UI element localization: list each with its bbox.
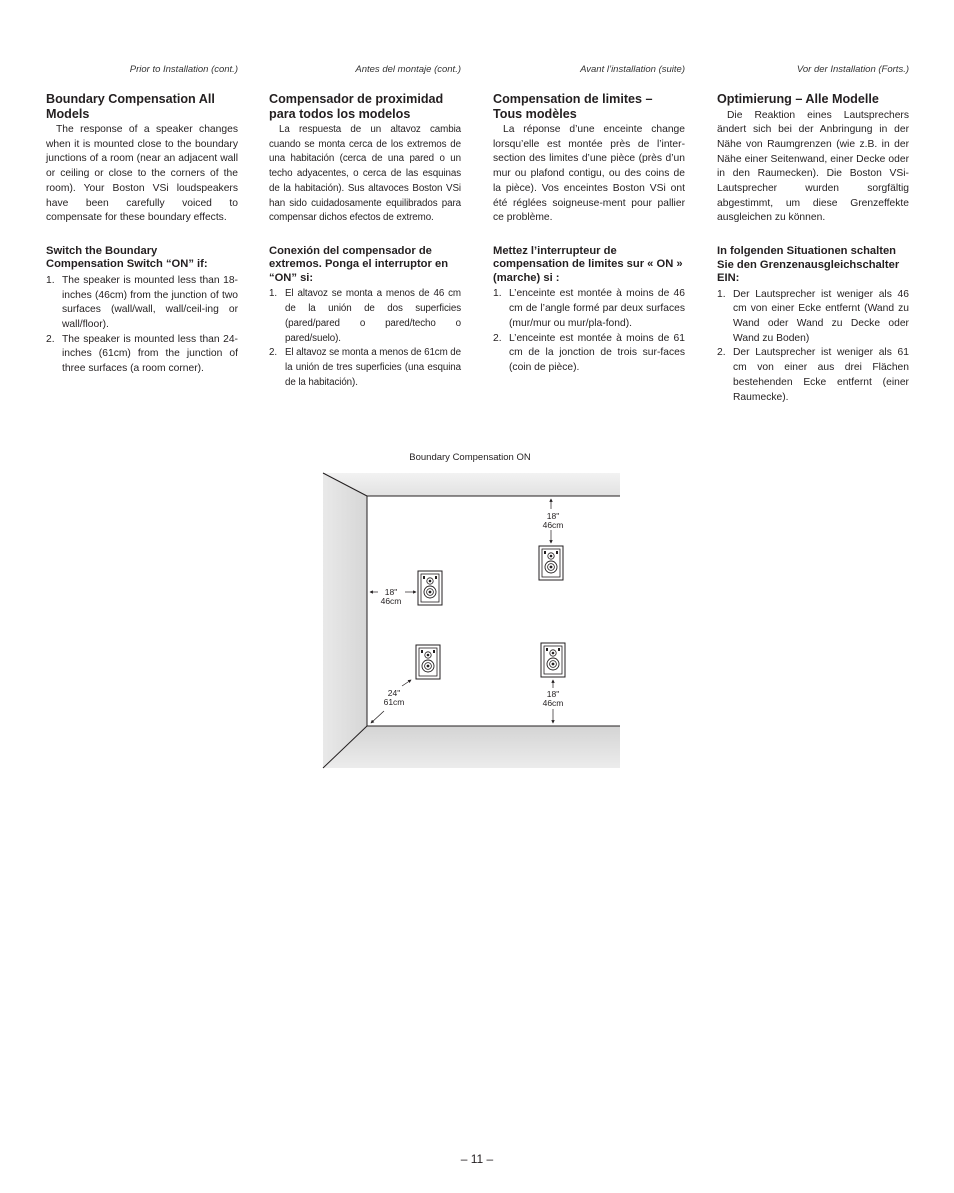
list-number: 2. — [717, 347, 726, 359]
speaker-icon — [539, 546, 563, 580]
section-subtitle: In folgenden Situationen schalten Sie den Grenzenausgleichschalter EIN: — [717, 245, 900, 285]
top-dimension-cm: 46cm — [542, 520, 564, 530]
left-dimension-cm: 46cm — [380, 596, 402, 606]
bottom-dimension-cm: 46cm — [542, 698, 564, 708]
running-head: Prior to Installation (cont.) — [129, 64, 238, 75]
list-text: Der Lautsprecher ist weniger als 61 cm von einer aus drei Flächen bestehenden Ecke entfernt (einer Raumecke). — [733, 347, 909, 403]
running-head: Vor der Installation (Forts.) — [796, 64, 909, 75]
section-subtitle: Mettez l’interrupteur de compensation de limites sur « ON » (marche) si : — [493, 244, 683, 284]
figure-title: Boundary Compensation ON — [409, 452, 531, 463]
condition-list — [493, 287, 685, 375]
ceiling-surface — [323, 473, 620, 496]
room-diagram — [320, 470, 620, 770]
condition-list — [269, 287, 461, 390]
list-number: 1. — [717, 288, 726, 300]
list-text: The speaker is mounted less than 18-inches (46cm) from the junction of two surfaces (wall/wall, wall/ceil-ing or wall/floor). — [62, 274, 238, 331]
speaker-icon — [418, 571, 442, 605]
column-spanish — [269, 64, 461, 390]
list-item — [46, 333, 238, 377]
list-text: L’enceinte est montée à moins de 46 cm de l’angle formé par deux surfaces (mur/mur ou mur/pla-fond). — [509, 288, 685, 329]
list-number: 1. — [269, 288, 277, 300]
list-number: 2. — [46, 333, 55, 345]
list-number: 1. — [46, 274, 55, 286]
section-subtitle: Conexión del compensador de extremos. Ponga el interruptor en “ON” si: — [269, 244, 449, 284]
list-item — [493, 332, 685, 376]
list-text: El altavoz se monta a menos de 61cm de la unión de tres superficies (una esquina de la habitación). — [285, 347, 461, 388]
section-title: Compensador de proximidad para todos los modelos — [269, 92, 444, 121]
list-item — [46, 274, 238, 333]
section-body: La respuesta de un altavoz cambia cuando se monta cerca de los extremos de una habitación (cerca de una pared o un techo adyacentes, o cerca de las esquinas de la habitación). Sus altavoces Boston VSi han sido cuidadosamente equilibrados para compensar dichos efectos de extremo. — [269, 124, 461, 224]
speaker-icon — [416, 645, 440, 679]
condition-list — [717, 288, 909, 406]
list-item — [269, 346, 461, 390]
list-item — [269, 287, 461, 346]
section-body: La réponse d’une enceinte change lorsqu’elle est montée près de l’inter-section des limites d’une pièce (près d’un mur ou plafond contigu, ou des coins de la pièce). Vos enceintes Boston VSi ont été réglées soigneuse-ment pour pallier ce problème. — [493, 124, 685, 224]
condition-list — [46, 274, 238, 377]
column-english — [46, 64, 238, 377]
list-text: Der Lautsprecher ist weniger als 46 cm von einer Ecke entfernt (Wand zu Wand oder Wand zu Decke oder Wand zu Boden) — [733, 288, 909, 344]
list-text: L’enceinte est montée à moins de 61 cm de la jonction de trois sur-faces (coin de pièce). — [509, 332, 685, 373]
page-number: – 11 – — [460, 1152, 494, 1166]
list-number: 2. — [269, 347, 277, 359]
section-title: Compensation de limites – Tous modèles — [493, 92, 653, 121]
bottom-dimension-in: 18" — [546, 689, 560, 699]
corner-dimension-cm: 61cm — [383, 697, 405, 707]
top-dimension-in: 18" — [546, 511, 560, 521]
running-head: Avant l’installation (suite) — [580, 64, 685, 75]
floor-surface — [323, 726, 620, 768]
corner-dimension-in: 24" — [387, 688, 401, 698]
column-french — [493, 64, 685, 376]
speaker-icon — [541, 643, 565, 677]
column-german — [717, 64, 909, 405]
section-body: Die Reaktion eines Lautsprechers ändert sich bei der Anbringung in der Nähe von Raumgrenzen (wie z.B. in der Nähe einer Seitenwand, einer Decke oder in den Raumecken). Die Boston VSi-Lautsprecher wurden sorgfältig abgestimmt, um diese Grenzeffekte ausgleichen zu können. — [717, 109, 909, 224]
back-wall-surface — [367, 496, 620, 726]
list-item — [717, 346, 909, 405]
left-dimension-in: 18" — [384, 587, 398, 597]
list-item — [493, 287, 685, 331]
section-title: Optimierung – Alle Modelle — [717, 92, 879, 106]
side-wall-surface — [323, 473, 367, 768]
list-text: The speaker is mounted less than 24-inches (61cm) from the junction of three surfaces (a room corner). — [62, 333, 238, 375]
list-item — [717, 288, 909, 347]
section-body: The response of a speaker changes when it is mounted close to the boundary junctions of a room (near an adjacent wall or ceiling or close to the corners of the room). Your Boston VSi loudspeakers have been carefully voiced to compensate for these boundary effects. — [46, 124, 238, 224]
list-number: 1. — [493, 288, 502, 300]
list-text: El altavoz se monta a menos de 46 cm de la unión de dos superficies (pared/pared o pared/techo o pared/suelo). — [285, 288, 461, 344]
section-title: Boundary Compensation All Models — [46, 92, 215, 121]
section-subtitle: Switch the Boundary Compensation Switch “ON” if: — [46, 244, 208, 271]
list-number: 2. — [493, 332, 502, 344]
running-head: Antes del montaje (cont.) — [355, 64, 461, 75]
